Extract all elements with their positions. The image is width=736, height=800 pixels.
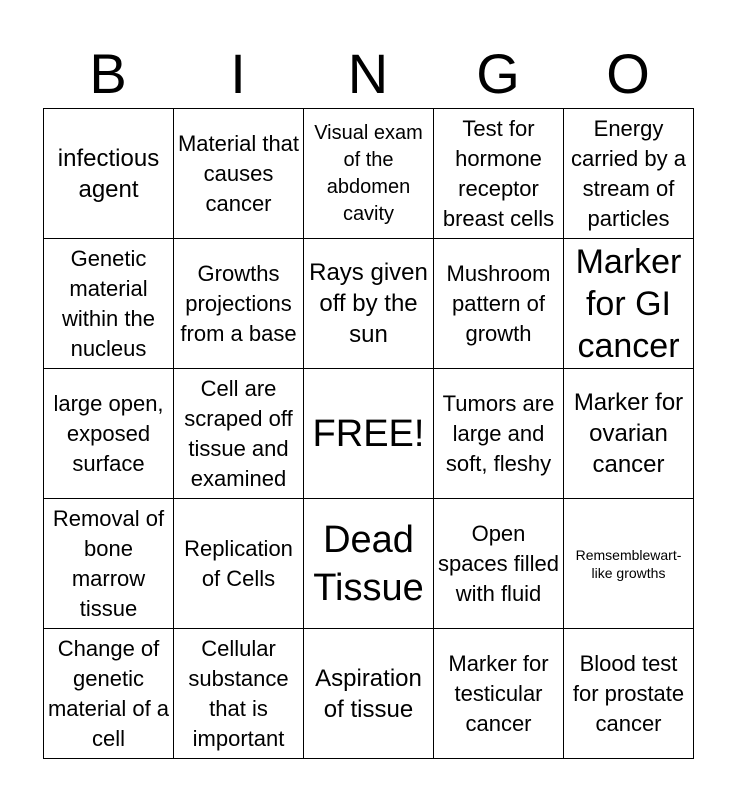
bingo-cell[interactable]: Energy carried by a stream of particles: [564, 109, 694, 239]
bingo-cell[interactable]: Cell are scraped off tissue and examined: [174, 369, 304, 499]
grid-row-3: [44, 369, 694, 499]
bingo-cell[interactable]: Blood test for prostate cancer: [564, 629, 694, 759]
grid-row-5: [44, 629, 694, 759]
bingo-cell[interactable]: Marker for ovarian cancer: [564, 369, 694, 499]
header-letter-b: B: [89, 42, 127, 105]
bingo-cell[interactable]: Test for hormone receptor breast cells: [434, 109, 564, 239]
bingo-cell[interactable]: Remsemblewart-like growths: [564, 499, 694, 629]
bingo-cell[interactable]: Removal of bone marrow tissue: [44, 499, 174, 629]
bingo-cell[interactable]: Growths projections from a base: [174, 239, 304, 369]
bingo-cell[interactable]: Rays given off by the sun: [304, 239, 434, 369]
grid-row-1: [44, 109, 694, 239]
bingo-cell[interactable]: Aspiration of tissue: [304, 629, 434, 759]
bingo-cell[interactable]: Open spaces filled with fluid: [434, 499, 564, 629]
bingo-cell[interactable]: Replication of Cells: [174, 499, 304, 629]
bingo-cell[interactable]: Tumors are large and soft, fleshy: [434, 369, 564, 499]
free-space-cell[interactable]: FREE!: [304, 369, 434, 499]
bingo-cell[interactable]: large open, exposed surface: [44, 369, 174, 499]
bingo-cell[interactable]: Genetic material within the nucleus: [44, 239, 174, 369]
header-letter-n: N: [347, 42, 389, 105]
bingo-cell[interactable]: Cellular substance that is important: [174, 629, 304, 759]
grid-row-4: [44, 499, 694, 629]
header-letter-i: I: [230, 42, 246, 105]
header-letter-o: O: [606, 42, 650, 105]
grid-row-2: [44, 239, 694, 369]
header-letter-g: G: [476, 42, 520, 105]
bingo-cell[interactable]: Material that causes cancer: [174, 109, 304, 239]
bingo-card-grid: [43, 108, 694, 759]
bingo-header: [43, 40, 693, 108]
bingo-cell[interactable]: Dead Tissue: [304, 499, 434, 629]
bingo-cell[interactable]: Mushroom pattern of growth: [434, 239, 564, 369]
bingo-cell[interactable]: Visual exam of the abdomen cavity: [304, 109, 434, 239]
bingo-cell[interactable]: Change of genetic material of a cell: [44, 629, 174, 759]
bingo-cell[interactable]: infectious agent: [44, 109, 174, 239]
bingo-cell[interactable]: Marker for testicular cancer: [434, 629, 564, 759]
bingo-cell[interactable]: Marker for GI cancer: [564, 239, 694, 369]
